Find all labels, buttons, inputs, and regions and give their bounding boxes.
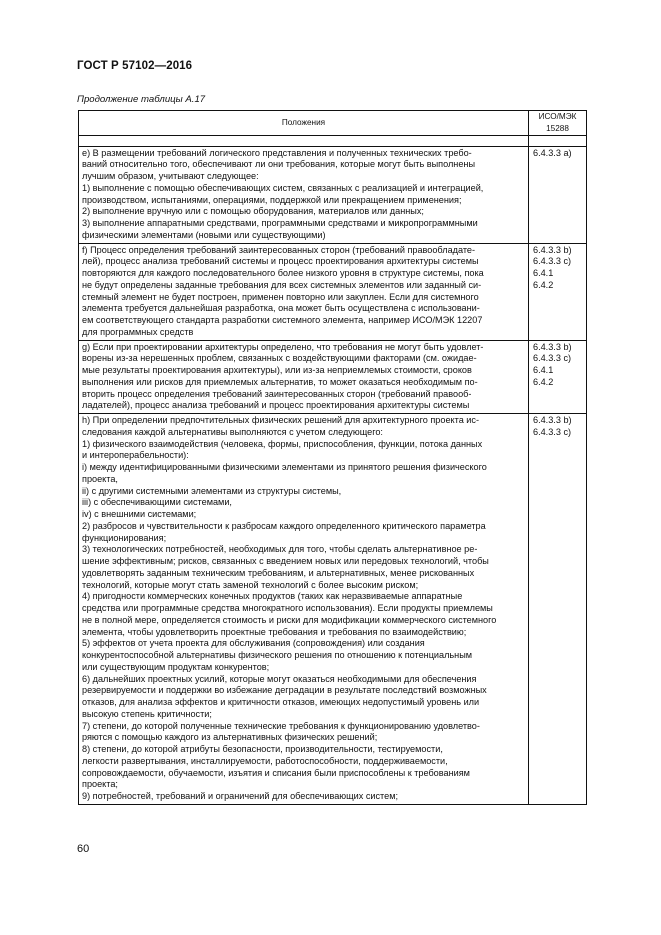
provision-text-line: элемента, чтобы удовлетворить проектные требования и требования по взаимодействию; (82, 626, 467, 637)
provision-text-line: технологий, которые могут стать заменой технологий с более высоким риском; (82, 579, 419, 590)
clause-reference: 6.4.3.3 b) (533, 341, 572, 352)
provision-text-line: iv) с внешними системами; (82, 509, 197, 519)
row-provision-cell (79, 414, 529, 805)
page-number: 60 (77, 843, 90, 855)
clause-reference: 6.4.3.3 b) (533, 415, 572, 425)
table-row (79, 243, 587, 340)
standard-header: ГОСТ Р 57102—2016 (77, 60, 193, 72)
provision-text-line: отказов, для анализа эффектов и критичности отказов, имеющих недопустимый уровень или (82, 697, 480, 707)
clause-reference: 6.4.1 (533, 365, 554, 375)
clause-reference: 6.4.2 (533, 279, 554, 290)
provision-text-line: конкурентоспособной альтернативы физического решения по отношению к потенциальным (82, 650, 473, 660)
provision-text-line: ворены из-за нерешенных проблем, связанных с воздействующими факторами (см. ожидае- (82, 353, 477, 364)
provision-text-line: лей), процесс анализа требований системы и процесс проектирования архитектуры системы (82, 256, 479, 267)
provision-text-line: производством, испытаниями, операциями, поддержкой или прекращением применения; (82, 194, 462, 205)
table-row (79, 146, 587, 243)
row-reference-cell (529, 146, 587, 243)
table-row (79, 414, 587, 805)
provision-text-line: 2) выполнение вручную или с помощью оборудования, материалов или данных; (82, 206, 424, 217)
provision-text-line: лучшим образом, учитывают следующее: (82, 171, 259, 181)
provision-text-line: удовлетворять заданным техническим требованиям, и альтернативных, менее рискованных (82, 567, 475, 578)
provision-text-line: проекта; (82, 779, 118, 790)
provision-text-line: 9) потребностей, требований и ограничений для обеспечивающих систем; (82, 791, 399, 801)
provision-text-line: ладателей), процесс анализа требований и процесс проектирования архитектуры системы (82, 400, 470, 411)
provision-text-line: резервируемости и поддержки во избежание деградации в результате последствий возможных (82, 685, 487, 696)
column-header-standard: ИСО/МЭК 15288 (529, 111, 587, 136)
provision-text-line: физическими элементами (новыми или существующими) (82, 229, 326, 240)
provision-text-line: 1) выполнение с помощью обеспечивающих систем, связанных с реализацией и интеграцией, (82, 182, 484, 193)
column-header-positions: Положения (79, 111, 529, 136)
row-reference-cell (529, 414, 587, 805)
provision-text-line: средства или программные средства многократного использования). Если продукты приемлемы (82, 603, 493, 613)
provision-text-line: ваний относительно того, обеспечивают ли они требования, которые могут быть выполнены (82, 159, 476, 170)
clause-reference: 6.4.3.3 a) (533, 147, 572, 158)
table-header-row (79, 111, 587, 136)
provision-text-line: iii) с обеспечивающими системами, (82, 497, 232, 508)
row-provision-cell (79, 340, 529, 414)
row-provision-cell (79, 146, 529, 243)
clause-reference: 6.4.3.3 c) (533, 426, 572, 437)
provision-text-line: 6) дальнейших проектных усилий, которые могут оказаться необходимыми для обеспечения (82, 673, 477, 684)
table-caption: Продолжение таблицы А.17 (77, 94, 206, 105)
provision-text-line: для программных средств (82, 326, 194, 337)
requirements-table (78, 110, 587, 805)
provision-text-line: функционирования; (82, 532, 167, 543)
clause-reference: 6.4.2 (533, 376, 554, 387)
provision-text-line: не в полной мере, определяется стоимость и риски для модификации коммерческого системного (82, 614, 497, 625)
header-spacer-row (79, 135, 587, 146)
provision-text-line: 4) пригодности коммерческих конечных продуктов (таких как неразвиваемые аппаратные (82, 591, 463, 602)
provision-text-line: 3) технологических потребностей, необходимых для того, чтобы сделать альтернативное ре- (82, 544, 478, 555)
provision-text-line: мые результаты проектирования архитектуры), или из-за неприемлемых стоимости, сроков (82, 365, 472, 375)
provision-text-line: 1) физического взаимодействия (человека, формы, приспособления, функции, потока данных (82, 438, 483, 449)
table-row (79, 340, 587, 414)
provision-text-line: высокую степень критичности; (82, 708, 212, 719)
provision-text-line: не будут определены заданные требования для всех системных элементов или заданный си- (82, 279, 482, 290)
row-reference-cell (529, 340, 587, 414)
provision-text-line: g) Если при проектировании архитектуры определено, что требования не могут быть удовлет- (82, 341, 484, 352)
row-reference-cell (529, 243, 587, 340)
provision-text-line: стемный элемент не будет построен, применен повторно или закуплен. Если для системного (82, 291, 479, 302)
provision-text-line: вторить процесс определения требований заинтересованных сторон (требований правооб- (82, 388, 472, 399)
provision-text-line: шение эффективным; рисков, связанных с введением новых или передовых технологий, чтобы (82, 556, 489, 566)
provision-text-line: повторяются для каждого последовательного более низкого уровня в структуре системы, пока (82, 268, 484, 278)
provision-text-line: ii) с другими системными элементами из структуры системы, (82, 485, 342, 496)
provision-text-line: 2) разбросов и чувствительности к разбросам каждого определенного критического параметра (82, 520, 486, 531)
provision-text-line: ряются с помощью каждого из альтернативных физических решений; (82, 732, 378, 743)
clause-reference: 6.4.3.3 b) (533, 244, 572, 255)
provision-text-line: и интероперабельности): (82, 450, 189, 461)
provision-text-line: 8) степени, до которой атрибуты безопасности, производительности, тестируемости, (82, 744, 443, 754)
provision-text-line: элемента требуется дальнейшая разработка, она может быть осуществлена с использовани- (82, 303, 480, 314)
clause-reference: 6.4.3.3 c) (533, 353, 572, 364)
provision-text-line: следования каждой альтернативы выполняются с учетом следующего: (82, 426, 383, 437)
provision-text-line: 7) степени, до которой полученные технические требования к функционированию удовлетво- (82, 720, 480, 731)
provision-text-line: проекта, (82, 473, 118, 484)
provision-text-line: или существующим продуктам конкурентов; (82, 661, 270, 672)
provision-text-line: ем соответствующего стандарта разработки системного элемента, например ИСО/МЭК 12207 (82, 315, 483, 325)
provision-text-line: f) Процесс определения требований заинтересованных сторон (требований правообладате- (82, 244, 476, 255)
provision-text-line: сопровождаемости, обучаемости, изъятия и списания были приспособлены к требованиям (82, 767, 470, 778)
provision-text-line: 5) эффектов от учета проекта для обслуживания (сопровождения) или создания (82, 638, 425, 649)
provision-text-line: 3) выполнение аппаратными средствами, программными средствами и микропрограммными (82, 218, 478, 228)
provision-text-line: легкости развертывания, инсталлируемости, работоспособности, поддерживаемости, (82, 755, 448, 766)
clause-reference: 6.4.3.3 c) (533, 256, 572, 267)
row-provision-cell (79, 243, 529, 340)
clause-reference: 6.4.1 (533, 268, 554, 278)
provision-text-line: h) При определении предпочтительных физических решений для архитектурного проекта ис- (82, 415, 479, 425)
provision-text-line: e) В размещении требований логического представления и полученных технических требо- (82, 147, 472, 158)
provision-text-line: i) между идентифицированными физическими элементами из принятого решения физического (82, 462, 487, 472)
provision-text-line: выполнения или рисков для приемлемых альтернатив, то может оказаться необходимым по- (82, 376, 478, 387)
